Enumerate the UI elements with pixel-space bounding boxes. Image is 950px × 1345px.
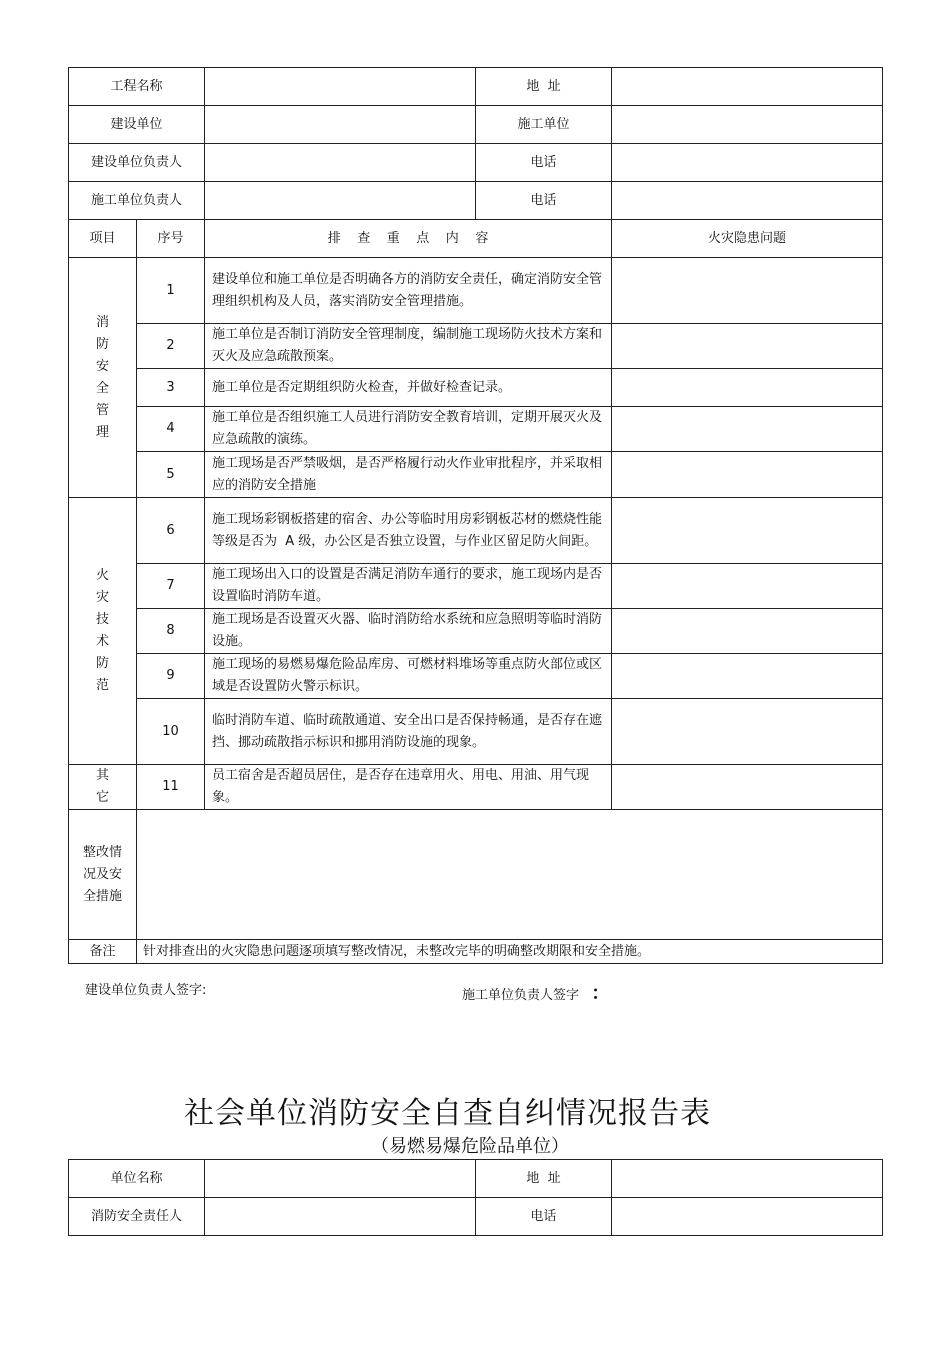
builder-head-label: 建设单位负责人 <box>69 144 205 182</box>
phone-label: 电话 <box>476 144 612 182</box>
address-label: 地 址 <box>476 68 612 106</box>
phone-field[interactable] <box>612 144 883 182</box>
check-content: 施工单位是否制订消防安全管理制度，编制施工现场防火技术方案和灭火及应急疏散预案。 <box>205 324 612 369</box>
check-content: 临时消防车道、临时疏散通道、安全出口是否保持畅通，是否存在遮挡、挪动疏散指示标识和挪用消防设施的现象。 <box>205 699 612 765</box>
phone-field[interactable] <box>612 182 883 220</box>
check-content: 员工宿舍是否超员居住，是否存在违章用火、用电、用油、用气现象。 <box>205 765 612 810</box>
unit-name-field[interactable] <box>205 1160 476 1198</box>
row-number: 10 <box>137 699 205 765</box>
constructor-signature-label: 施工单位负责人签字 ： <box>462 983 610 1004</box>
remark-text: 针对排查出的火灾隐患问题逐项填写整改情况，未整改完毕的明确整改期限和安全措施。 <box>137 940 883 964</box>
row-number: 1 <box>137 258 205 324</box>
issue-field[interactable] <box>612 699 883 765</box>
remark-label: 备注 <box>69 940 137 964</box>
header-content: 排 查 重 点 内 容 <box>205 220 612 258</box>
constructor-field[interactable] <box>612 106 883 144</box>
issue-field[interactable] <box>612 765 883 810</box>
check-content: 施工现场出入口的设置是否满足消防车通行的要求，施工现场内是否设置临时消防车道。 <box>205 564 612 609</box>
project-name-label: 工程名称 <box>69 68 205 106</box>
header-number: 序号 <box>137 220 205 258</box>
check-content: 施工现场是否设置灭火器、临时消防给水系统和应急照明等临时消防设施。 <box>205 609 612 654</box>
issue-field[interactable] <box>612 407 883 452</box>
group-label-fire-safety-management: 消 防 安 全 管 理 <box>69 258 137 498</box>
issue-field[interactable] <box>612 654 883 699</box>
fire-safety-head-label: 消防安全责任人 <box>69 1198 205 1236</box>
check-content: 施工现场彩钢板搭建的宿舍、办公等临时用房彩钢板芯材的燃烧性能等级是否为 A 级，办公区是否独立设置，与作业区留足防火间距。 <box>205 498 612 564</box>
header-item: 项目 <box>69 220 137 258</box>
unit-name-label: 单位名称 <box>69 1160 205 1198</box>
constructor-head-label: 施工单位负责人 <box>69 182 205 220</box>
check-content: 建设单位和施工单位是否明确各方的消防安全责任，确定消防安全管理组织机构及人员，落实消防安全管理措施。 <box>205 258 612 324</box>
fire-inspection-table <box>68 67 883 964</box>
report-title: 社会单位消防安全自查自纠情况报告表 <box>184 1096 711 1131</box>
address-field[interactable] <box>612 68 883 106</box>
constructor-head-field[interactable] <box>205 182 476 220</box>
header-issue: 火灾隐患问题 <box>612 220 883 258</box>
check-content: 施工单位是否定期组织防火检查，并做好检查记录。 <box>205 369 612 407</box>
issue-field[interactable] <box>612 324 883 369</box>
phone-label: 电话 <box>476 182 612 220</box>
builder-field[interactable] <box>205 106 476 144</box>
constructor-label: 施工单位 <box>476 106 612 144</box>
rectify-label: 整改情 况及安 全措施 <box>69 810 137 940</box>
phone-field[interactable] <box>612 1198 883 1236</box>
issue-field[interactable] <box>612 498 883 564</box>
address-label: 地 址 <box>476 1160 612 1198</box>
row-number: 11 <box>137 765 205 810</box>
group-label-other: 其 它 <box>69 765 137 810</box>
report-subtitle: （易燃易爆危险品单位） <box>371 1136 569 1157</box>
row-number: 8 <box>137 609 205 654</box>
issue-field[interactable] <box>612 452 883 498</box>
row-number: 9 <box>137 654 205 699</box>
row-number: 2 <box>137 324 205 369</box>
row-number: 4 <box>137 407 205 452</box>
group-label-fire-technical-prevention: 火 灾 技 术 防 范 <box>69 498 137 765</box>
issue-field[interactable] <box>612 369 883 407</box>
builder-signature-label: 建设单位负责人签字: <box>85 983 207 998</box>
builder-head-field[interactable] <box>205 144 476 182</box>
rectify-field[interactable] <box>137 810 883 940</box>
row-number: 7 <box>137 564 205 609</box>
builder-label: 建设单位 <box>69 106 205 144</box>
project-name-field[interactable] <box>205 68 476 106</box>
issue-field[interactable] <box>612 609 883 654</box>
check-content: 施工单位是否组织施工人员进行消防安全教育培训，定期开展灭火及应急疏散的演练。 <box>205 407 612 452</box>
address-field[interactable] <box>612 1160 883 1198</box>
check-content: 施工现场是否严禁吸烟，是否严格履行动火作业审批程序，并采取相应的消防安全措施 <box>205 452 612 498</box>
row-number: 5 <box>137 452 205 498</box>
row-number: 6 <box>137 498 205 564</box>
row-number: 3 <box>137 369 205 407</box>
check-content: 施工现场的易燃易爆危险品库房、可燃材料堆场等重点防火部位或区域是否设置防火警示标识。 <box>205 654 612 699</box>
phone-label: 电话 <box>476 1198 612 1236</box>
issue-field[interactable] <box>612 564 883 609</box>
fire-safety-head-field[interactable] <box>205 1198 476 1236</box>
issue-field[interactable] <box>612 258 883 324</box>
unit-info-table <box>68 1159 883 1236</box>
